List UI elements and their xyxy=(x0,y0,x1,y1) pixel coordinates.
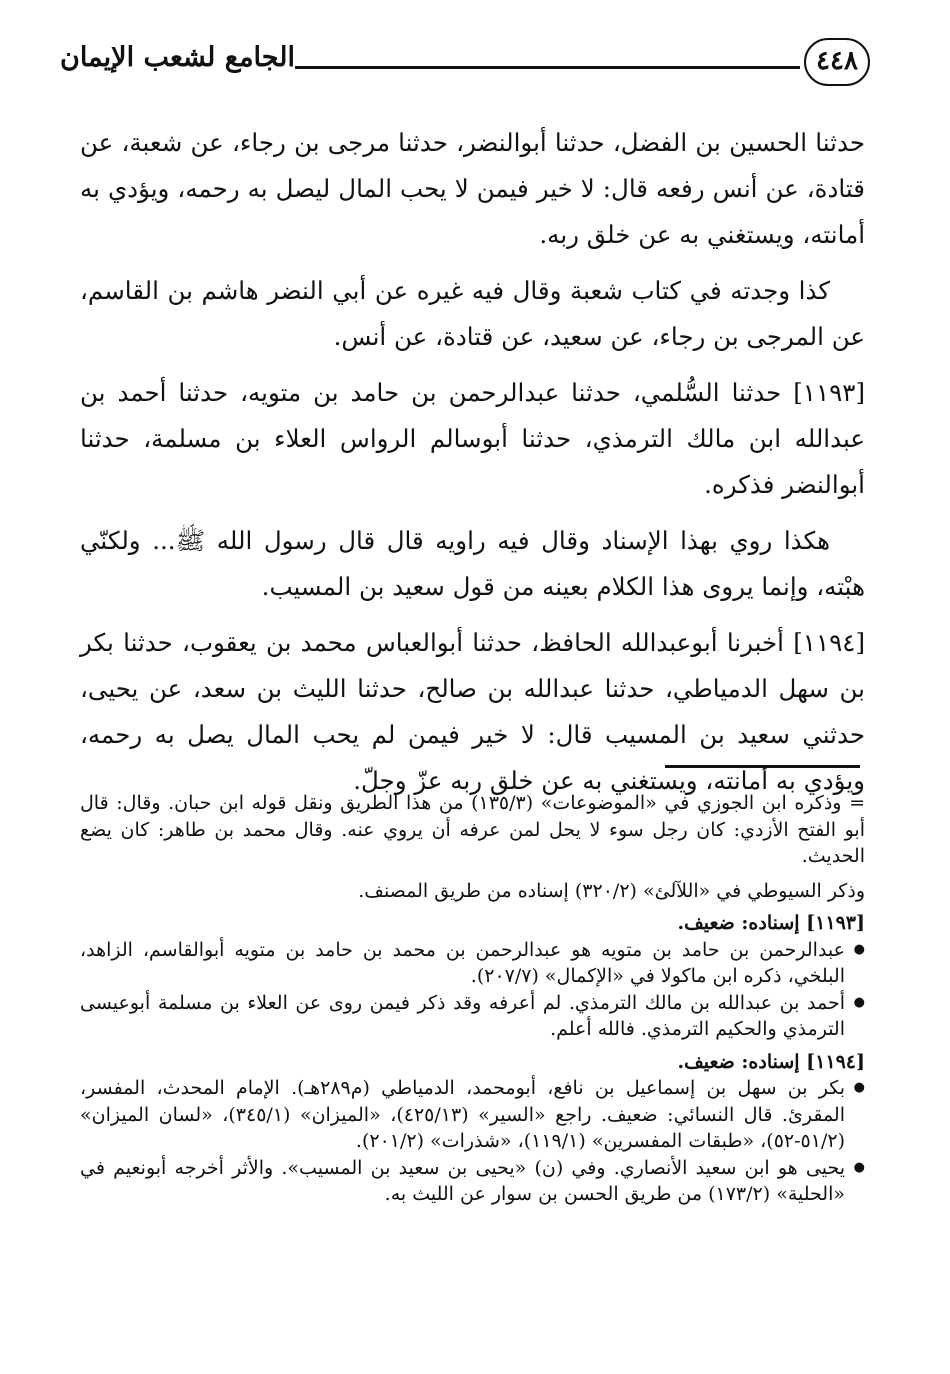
footnote-heading: [١١٩٤] إسناده: ضعيف. xyxy=(677,1050,865,1073)
footnote-heading: [١١٩٣] إسناده: ضعيف. xyxy=(677,912,865,934)
page-header xyxy=(60,38,870,88)
footnote-text: = وذكره ابن الجوزي في «الموضوعات» (١٣٥/٣) من هذا الطريق ونقل قوله ابن حبان. وقال: قال أبو الفتح الأزدي: كان رجل سوء لا يحل لمن عرفه أن يروي عنه. وقال محمد بن طاهر: كان يضع الحديث. xyxy=(80,792,865,867)
footnote-rule xyxy=(665,765,860,768)
paragraph: [١١٩٣] حدثنا السُّلمي، حدثنا عبدالرحمن بن حامد بن متويه، حدثنا أحمد بن عبدالله ابن مالك الترمذي، حدثنا أبوسالم الرواس العلاء بن مسلمة، حدثنا أبوالنضر فذكره. xyxy=(80,378,865,499)
footnotes xyxy=(80,790,865,1208)
main-text xyxy=(80,120,865,814)
footnote-bullet: ● عبدالرحمن بن حامد بن متويه هو عبدالرحمن بن محمد بن حامد بن متويه أبوالقاسم، الزاهد، البلخي، ذكره ابن ماكولا في «الإكمال» (٢٠٧/٧). xyxy=(80,937,865,990)
paragraph: كذا وجدته في كتاب شعبة وقال فيه غيره عن أبي النضر هاشم بن القاسم، عن المرجى بن رجاء، عن سعيد، عن قتادة، عن أنس. xyxy=(80,276,865,351)
header-rule xyxy=(295,66,800,69)
paragraph: حدثنا الحسين بن الفضل، حدثنا أبوالنضر، حدثنا مرجى بن رجاء، عن شعبة، عن قتادة، عن أنس رفعه قال: لا خير فيمن لا يحب المال ليصل به رحمه، ويؤدي به أمانته، ويستغني به عن خلق ربه. xyxy=(80,128,865,249)
footnote-bullet: ● يحيى هو ابن سعيد الأنصاري. وفي (ن) «يحيى بن سعيد بن المسيب». والأثر أخرجه أبونعيم في «الحلية» (١٧٣/٢) من طريق الحسن بن سوار عن الليث به. xyxy=(80,1155,865,1208)
footnote-bullet: ● بكر بن سهل بن إسماعيل بن نافع، أبومحمد، الدمياطي (م٢٨٩هـ). الإمام المحدث، المفسر، المقرئ. قال النسائي: ضعيف. راجع «السير» (٤٢٥/١٣)، «الميزان» (٣٤٥/١)، «لسان الميزان» (٥١/٢-٥٢)، «طبقات المفسرين» (١١٩/١)، «شذرات» (٢٠١/٢). xyxy=(80,1075,865,1155)
running-title: الجامع لشعب الإيمان xyxy=(60,42,295,73)
footnote-text: وذكر السيوطي في «اللآلئ» (٣٢٠/٢) إسناده من طريق المصنف. xyxy=(358,879,865,902)
paragraph: [١١٩٤] أخبرنا أبوعبدالله الحافظ، حدثنا أبوالعباس محمد بن يعقوب، حدثنا بكر بن سهل الدمياطي، حدثنا عبدالله بن صالح، حدثنا الليث بن سعد، عن يحيى، حدثني سعيد بن المسيب قال: لا خير فيمن لم يحب المال يصل به رحمه، ويؤدي به أمانته، ويستغني به عن خلق ربه عزّ وجلّ. xyxy=(80,628,865,795)
footnote-bullet: ● أحمد بن عبدالله بن مالك الترمذي. لم أعرفه وقد ذكر فيمن روى عن العلاء بن مسلمة أبوعيسى الترمذي والحكيم الترمذي. فالله أعلم. xyxy=(80,990,865,1043)
paragraph: هكذا روي بهذا الإسناد وقال فيه راويه قال قال رسول الله ﷺ... ولكنّي هبْته، وإنما يروى هذا الكلام بعينه من قول سعيد بن المسيب. xyxy=(80,526,865,601)
page-number: ٤٤٨ xyxy=(804,38,870,86)
